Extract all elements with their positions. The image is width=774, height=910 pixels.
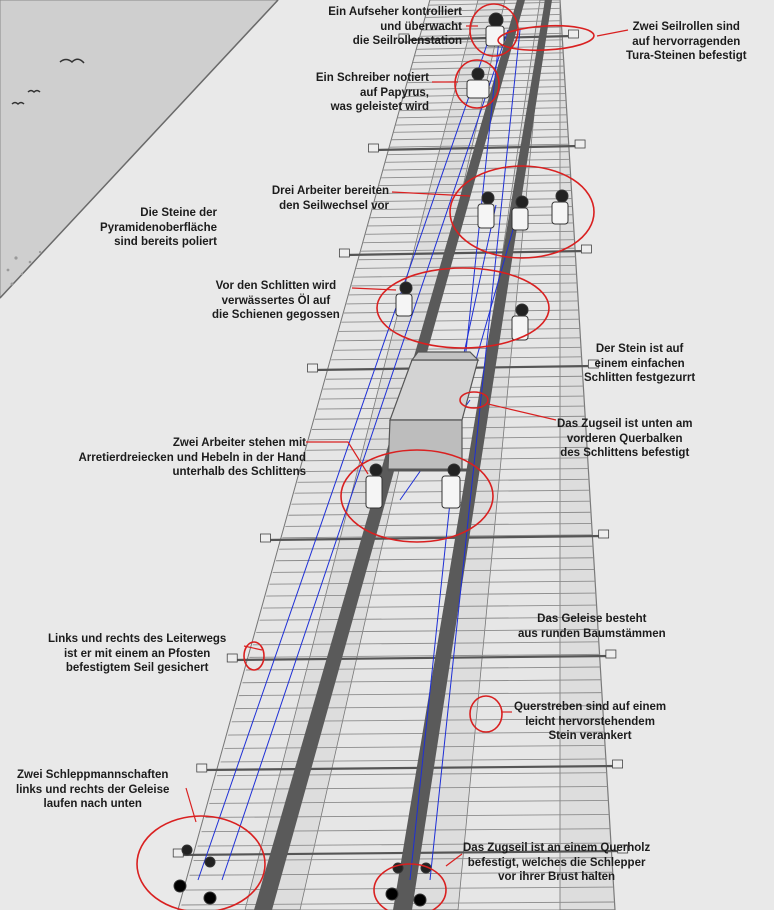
anchor-stone <box>227 654 237 662</box>
anchor-stone <box>260 534 270 542</box>
annotation-hauling-teams: Zwei Schleppmannschaften links und rechts der Geleise laufen nach unten <box>16 769 170 810</box>
annotation-scribe: Ein Schreiber notiert auf Papyrus, was geleistet wird <box>315 72 429 113</box>
annotation-sled: Der Stein ist auf einem einfachen Schlitten festgezurrt <box>584 343 696 384</box>
anchor-stone <box>368 144 378 152</box>
annotation-lever-workers: Zwei Arbeiter stehen mit Arretierdreiecken und Hebeln in der Hand unterhalb des Schlittens <box>78 437 306 478</box>
anchor-stone <box>581 245 591 253</box>
anchor-stone <box>575 140 585 148</box>
annotation-oil: Vor den Schlitten wird verwässertes Öl auf die Schienen gegossen <box>212 280 340 321</box>
annotation-rope-change: Drei Arbeiter bereiten den Seilwechsel vor <box>271 185 389 212</box>
anchor-stone <box>339 249 349 257</box>
anchor-stone <box>613 760 623 768</box>
anchor-stone <box>568 30 578 38</box>
anchor-stone <box>197 764 207 772</box>
annotation-crossbar: Das Zugseil ist an einem Querholz befestigt, welches die Schlepper vor ihrer Brust halten <box>463 842 651 883</box>
anchor-stone <box>599 530 609 538</box>
annotation-struts: Querstreben sind auf einem leicht hervorstehendem Stein verankert <box>514 701 667 742</box>
annotation-polished-stones: Die Steine der Pyramidenoberfläche sind bereits poliert <box>100 207 217 248</box>
anchor-stone <box>308 364 318 372</box>
annotation-rope-rollers: Zwei Seilrollen sind auf hervorragenden Tura-Steinen befestigt <box>626 21 747 62</box>
annotation-track: Das Geleise besteht aus runden Baumstämmen <box>518 613 666 640</box>
annotation-rope-front-beam: Das Zugseil ist unten am vorderen Querbalken des Schlittens befestigt <box>557 418 693 459</box>
annotation-guard-rope: Links und rechts des Leiterwegs ist er mit einem an Pfosten befestigtem Seil gesichert <box>48 633 227 674</box>
annotation-overseer: Ein Aufseher kontrolliert und überwacht die Seilrollenstation <box>328 6 462 47</box>
anchor-stone <box>606 650 616 658</box>
